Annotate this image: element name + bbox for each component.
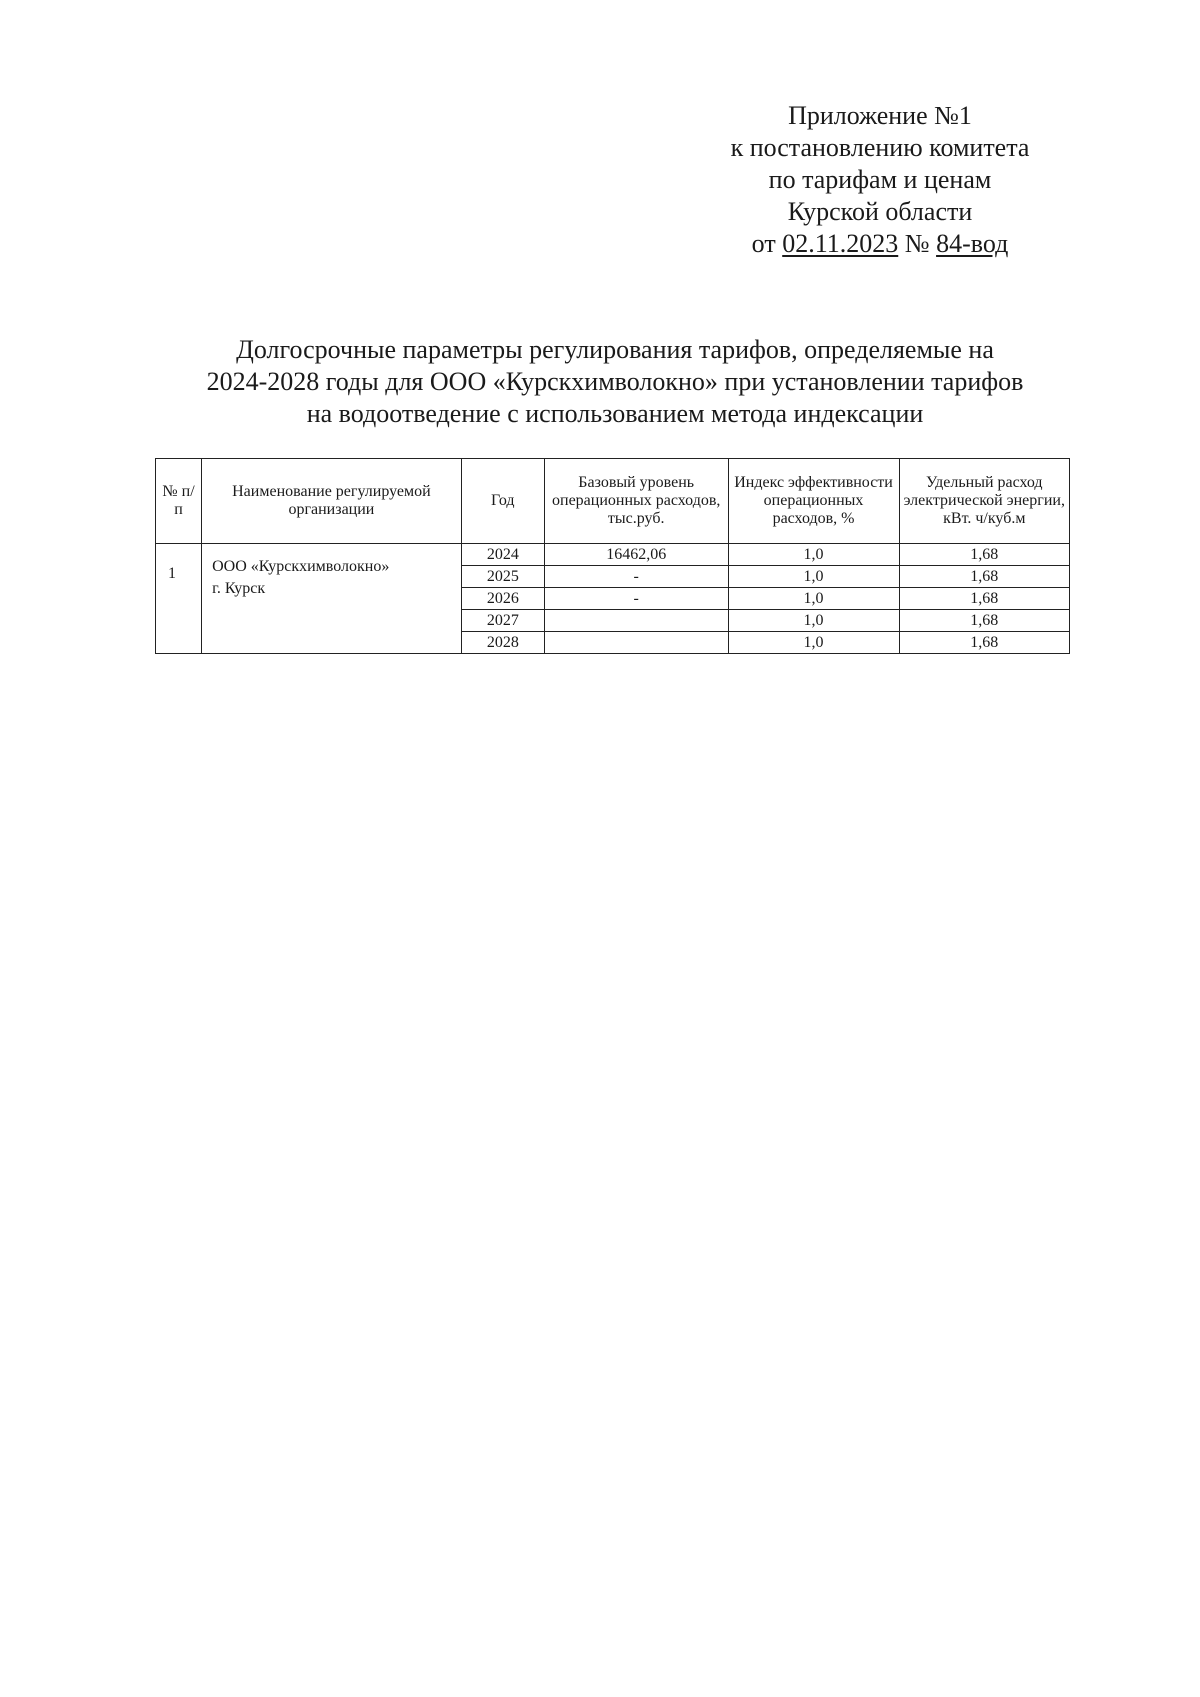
base-cell: 16462,06 xyxy=(544,544,728,566)
org-city: г. Курск xyxy=(212,580,266,597)
energy-cell: 1,68 xyxy=(899,566,1069,588)
efficiency-cell: 1,0 xyxy=(728,610,899,632)
header-efficiency-index: Индекс эффективности операционных расходов, % xyxy=(728,459,899,544)
title-line-1: Долгосрочные параметры регулирования тарифов, определяемые на xyxy=(236,335,994,364)
base-cell: - xyxy=(544,588,728,610)
appendix-line-region: Курской области xyxy=(787,197,973,226)
header-org: Наименование регулируемой организации xyxy=(202,459,462,544)
year-cell: 2024 xyxy=(461,544,544,566)
appendix-line-committee: по тарифам и ценам xyxy=(768,165,992,194)
efficiency-cell: 1,0 xyxy=(728,632,899,654)
parameters-table xyxy=(155,458,1070,654)
energy-cell: 1,68 xyxy=(899,610,1069,632)
title-line-3: на водоотведение с использованием метода индексации xyxy=(306,399,924,428)
year-cell: 2025 xyxy=(461,566,544,588)
resolution-date: 02.11.2023 xyxy=(782,229,899,258)
efficiency-cell: 1,0 xyxy=(728,588,899,610)
table-row xyxy=(156,544,1070,566)
header-base-costs: Базовый уровень операционных расходов, тыс.руб. xyxy=(544,459,728,544)
efficiency-cell: 1,0 xyxy=(728,566,899,588)
base-cell xyxy=(544,610,728,632)
header-num: № п/п xyxy=(156,459,202,544)
appendix-date-line xyxy=(700,228,1060,260)
year-cell: 2028 xyxy=(461,632,544,654)
header-energy-consumption: Удельный расход электрической энергии, кВт. ч/куб.м xyxy=(899,459,1069,544)
energy-cell: 1,68 xyxy=(899,588,1069,610)
appendix-line-resolution: к постановлению комитета xyxy=(730,133,1030,162)
title-line-2: 2024-2028 годы для ООО «Курскхимволокно» при установлении тарифов xyxy=(206,367,1024,396)
row-number: 1 xyxy=(156,544,202,654)
base-cell: - xyxy=(544,566,728,588)
base-cell xyxy=(544,632,728,654)
efficiency-cell: 1,0 xyxy=(728,544,899,566)
org-name-cell xyxy=(202,544,462,654)
energy-cell: 1,68 xyxy=(899,632,1069,654)
energy-cell: 1,68 xyxy=(899,544,1069,566)
appendix-title: Приложение №1 xyxy=(788,101,972,130)
year-cell: 2027 xyxy=(461,610,544,632)
number-sign: № xyxy=(904,229,930,258)
date-prefix: от xyxy=(751,229,776,258)
org-name: ООО «Курскхимволокно» xyxy=(212,558,390,575)
document-title xyxy=(155,334,1075,430)
resolution-number: 84-вод xyxy=(936,229,1009,258)
appendix-header xyxy=(700,100,1060,260)
header-year: Год xyxy=(461,459,544,544)
year-cell: 2026 xyxy=(461,588,544,610)
table-header-row xyxy=(156,459,1070,544)
